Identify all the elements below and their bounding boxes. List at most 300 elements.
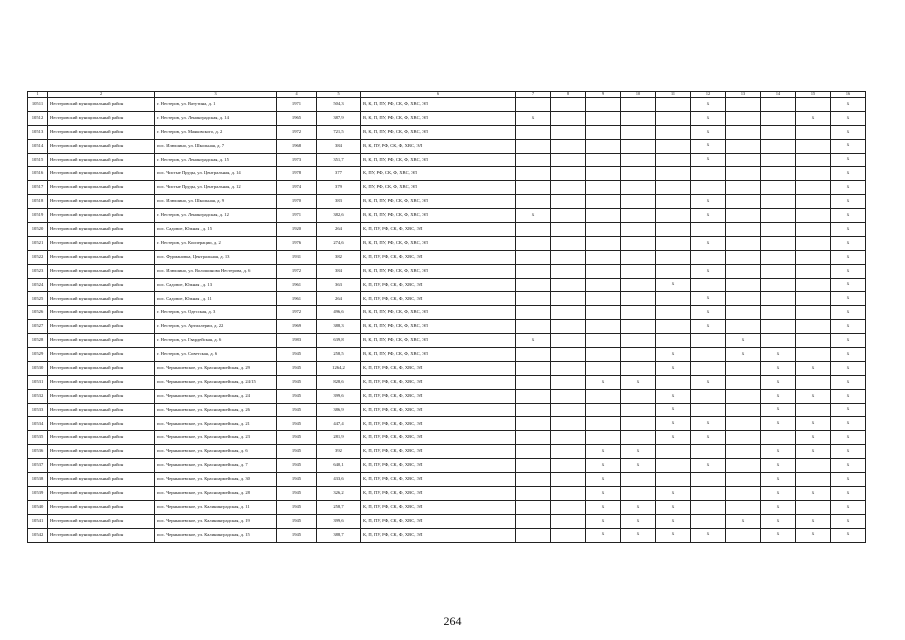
- cell-mark: х: [831, 473, 866, 487]
- cell-mark: [761, 320, 796, 334]
- cell-mark: [586, 403, 621, 417]
- cell-mark: х: [586, 445, 621, 459]
- cell-mark: х: [831, 236, 866, 250]
- table-row: [28, 417, 866, 431]
- cell-mark: [516, 250, 551, 264]
- cell-id: 10522: [28, 250, 48, 264]
- cell-mark: [691, 473, 726, 487]
- cell-mark: [761, 181, 796, 195]
- cell-year: 1976: [277, 236, 317, 250]
- cell-mark: х: [621, 459, 656, 473]
- cell-mark: [621, 320, 656, 334]
- cell-mark: [516, 473, 551, 487]
- cell-mark: х: [656, 278, 691, 292]
- cell-mark: [551, 223, 586, 237]
- cell-mark: [796, 375, 831, 389]
- cell-mark: [726, 195, 761, 209]
- table-row: [28, 195, 866, 209]
- cell-mark: х: [586, 473, 621, 487]
- cell-mark: [726, 361, 761, 375]
- table-row: [28, 348, 866, 362]
- column-header: 16: [831, 92, 866, 98]
- cell-mark: [656, 375, 691, 389]
- cell-mark: х: [656, 500, 691, 514]
- cell-mark: х: [586, 514, 621, 528]
- column-header: 15: [796, 92, 831, 98]
- cell-district: Нестеровский муниципальный район: [48, 195, 155, 209]
- cell-mark: [796, 473, 831, 487]
- cell-year: 1973: [277, 153, 317, 167]
- column-header: 4: [277, 92, 317, 98]
- cell-mark: [621, 361, 656, 375]
- cell-mark: [796, 181, 831, 195]
- cell-mark: [726, 264, 761, 278]
- cell-id: 10540: [28, 500, 48, 514]
- cell-mark: [516, 264, 551, 278]
- cell-area: 828,6: [317, 375, 361, 389]
- cell-district: Нестеровский муниципальный район: [48, 167, 155, 181]
- table-row: [28, 514, 866, 528]
- cell-mark: х: [831, 445, 866, 459]
- cell-id: 10526: [28, 306, 48, 320]
- cell-mark: [586, 181, 621, 195]
- cell-year: 1945: [277, 486, 317, 500]
- cell-mark: х: [516, 209, 551, 223]
- cell-mark: [726, 125, 761, 139]
- cell-mark: х: [831, 264, 866, 278]
- cell-mark: [621, 334, 656, 348]
- cell-district: Нестеровский муниципальный район: [48, 250, 155, 264]
- cell-mark: [551, 334, 586, 348]
- cell-address: г. Нестеров, ул. Советская, д. 6: [155, 348, 277, 362]
- cell-year: 1945: [277, 500, 317, 514]
- cell-year: 1983: [277, 334, 317, 348]
- cell-year: 1945: [277, 431, 317, 445]
- cell-mark: [621, 417, 656, 431]
- cell-year: 1945: [277, 361, 317, 375]
- cell-year: 1974: [277, 181, 317, 195]
- table-row: [28, 361, 866, 375]
- cell-mark: х: [621, 514, 656, 528]
- cell-systems: К, П, ПУ, РФ, СК, Ф, ХВС, ЭЛ: [361, 403, 516, 417]
- cell-year: 1945: [277, 389, 317, 403]
- cell-mark: [656, 459, 691, 473]
- cell-mark: х: [831, 195, 866, 209]
- cell-area: 326,2: [317, 486, 361, 500]
- cell-mark: [796, 348, 831, 362]
- cell-systems: К, П, ПУ, РФ, СК, Ф, ХВС, ЭЛ: [361, 431, 516, 445]
- cell-district: Нестеровский муниципальный район: [48, 334, 155, 348]
- cell-mark: [691, 250, 726, 264]
- cell-mark: [586, 236, 621, 250]
- cell-mark: х: [761, 348, 796, 362]
- cell-address: пос. Чернышевское, ул. Калининградская, д. 11: [155, 500, 277, 514]
- cell-mark: [621, 389, 656, 403]
- cell-mark: [726, 306, 761, 320]
- cell-mark: х: [691, 111, 726, 125]
- cell-mark: [656, 125, 691, 139]
- cell-address: г. Нестеров, ул. Кооперации, д. 2: [155, 236, 277, 250]
- cell-address: г. Нестеров, ул. Ленинградская, д. 14: [155, 111, 277, 125]
- cell-mark: [796, 223, 831, 237]
- cell-mark: [796, 334, 831, 348]
- cell-mark: [796, 139, 831, 153]
- cell-mark: [726, 417, 761, 431]
- cell-year: 1972: [277, 125, 317, 139]
- cell-mark: [516, 486, 551, 500]
- cell-mark: х: [761, 403, 796, 417]
- cell-address: пос. Чернышевское, ул. Калининградская, д. 15: [155, 528, 277, 542]
- cell-year: 1945: [277, 403, 317, 417]
- cell-address: пос. Илюшино, ул. Волошинова Нестерова, д. 6: [155, 264, 277, 278]
- table-row: [28, 139, 866, 153]
- cell-systems: В, К, П, ПУ, РФ, СК, Ф, ХВС, ЭЛ: [361, 111, 516, 125]
- cell-address: пос. Фурмановка, Центральная, д. 13: [155, 250, 277, 264]
- cell-id: 10511: [28, 98, 48, 112]
- cell-area: 377: [317, 167, 361, 181]
- cell-mark: [551, 167, 586, 181]
- cell-mark: [726, 223, 761, 237]
- cell-area: 399,6: [317, 514, 361, 528]
- cell-id: 10527: [28, 320, 48, 334]
- cell-mark: [516, 403, 551, 417]
- cell-address: г. Нестеров, ул. Артиллерии, д. 22: [155, 320, 277, 334]
- cell-mark: х: [691, 209, 726, 223]
- cell-systems: К, ПУ, РФ, СК, Ф, ХВС, ЭЛ: [361, 181, 516, 195]
- cell-mark: [586, 348, 621, 362]
- cell-mark: [621, 195, 656, 209]
- cell-mark: х: [831, 98, 866, 112]
- cell-mark: [516, 98, 551, 112]
- cell-mark: [516, 139, 551, 153]
- cell-mark: х: [831, 139, 866, 153]
- cell-district: Нестеровский муниципальный район: [48, 403, 155, 417]
- cell-mark: [656, 223, 691, 237]
- cell-id: 10516: [28, 167, 48, 181]
- cell-mark: [761, 195, 796, 209]
- table-row: [28, 209, 866, 223]
- cell-systems: В, К, П, ПУ, РФ, СК, Ф, ХВС, ЭЛ: [361, 125, 516, 139]
- cell-mark: [796, 306, 831, 320]
- cell-mark: [796, 125, 831, 139]
- cell-mark: х: [621, 500, 656, 514]
- cell-year: 1945: [277, 459, 317, 473]
- page-number: 264: [443, 614, 462, 628]
- cell-mark: [516, 514, 551, 528]
- cell-address: пос. Чернышевское, ул. Красноармейская, д. 7: [155, 459, 277, 473]
- table-row: [28, 264, 866, 278]
- cell-mark: [761, 125, 796, 139]
- cell-mark: [516, 528, 551, 542]
- cell-mark: [726, 459, 761, 473]
- cell-mark: х: [831, 389, 866, 403]
- cell-address: пос. Чистые Пруды, ул. Центральная, д. 12: [155, 181, 277, 195]
- cell-mark: х: [761, 375, 796, 389]
- cell-mark: [726, 236, 761, 250]
- cell-mark: [691, 361, 726, 375]
- cell-mark: [621, 236, 656, 250]
- table-row: [28, 167, 866, 181]
- cell-area: 264: [317, 223, 361, 237]
- cell-district: Нестеровский муниципальный район: [48, 459, 155, 473]
- cell-mark: х: [796, 528, 831, 542]
- cell-mark: х: [761, 473, 796, 487]
- cell-area: 379: [317, 181, 361, 195]
- table-row: [28, 320, 866, 334]
- cell-mark: [551, 528, 586, 542]
- cell-mark: [551, 306, 586, 320]
- cell-year: 1965: [277, 111, 317, 125]
- cell-systems: В, К, П, ПУ, РФ, СК, Ф, ХВС, ЭЛ: [361, 264, 516, 278]
- cell-mark: [551, 486, 586, 500]
- cell-mark: [551, 236, 586, 250]
- cell-mark: х: [691, 98, 726, 112]
- cell-mark: [761, 98, 796, 112]
- cell-mark: [796, 459, 831, 473]
- cell-mark: [796, 403, 831, 417]
- cell-mark: [586, 139, 621, 153]
- cell-mark: [621, 153, 656, 167]
- cell-mark: [761, 209, 796, 223]
- cell-mark: [586, 417, 621, 431]
- cell-area: 388,3: [317, 320, 361, 334]
- cell-mark: [516, 500, 551, 514]
- cell-district: Нестеровский муниципальный район: [48, 431, 155, 445]
- cell-id: 10512: [28, 111, 48, 125]
- cell-mark: х: [761, 486, 796, 500]
- cell-year: 1969: [277, 320, 317, 334]
- column-header: 14: [761, 92, 796, 98]
- cell-id: 10524: [28, 278, 48, 292]
- cell-mark: х: [831, 167, 866, 181]
- cell-systems: К, П, ПУ, РФ, СК, Ф, ХВС, ЭЛ: [361, 528, 516, 542]
- cell-mark: [796, 500, 831, 514]
- table-row: [28, 292, 866, 306]
- cell-area: 640,1: [317, 459, 361, 473]
- cell-mark: х: [796, 111, 831, 125]
- cell-address: пос. Чернышевское, ул. Красноармейская, д. 26: [155, 403, 277, 417]
- cell-area: 363: [317, 278, 361, 292]
- cell-area: 274,6: [317, 236, 361, 250]
- cell-district: Нестеровский муниципальный район: [48, 445, 155, 459]
- table-row: [28, 236, 866, 250]
- table-row: [28, 473, 866, 487]
- cell-id: 10541: [28, 514, 48, 528]
- cell-mark: [551, 139, 586, 153]
- cell-mark: [761, 431, 796, 445]
- cell-year: 1920: [277, 223, 317, 237]
- cell-mark: [656, 167, 691, 181]
- cell-year: 1970: [277, 195, 317, 209]
- cell-mark: [551, 375, 586, 389]
- cell-district: Нестеровский муниципальный район: [48, 98, 155, 112]
- cell-district: Нестеровский муниципальный район: [48, 236, 155, 250]
- cell-systems: В, К, П, ПУ, РФ, СК, Ф, ХВС, ЭЛ: [361, 98, 516, 112]
- cell-area: 264: [317, 292, 361, 306]
- cell-mark: [691, 223, 726, 237]
- cell-mark: [691, 486, 726, 500]
- column-header: 9: [586, 92, 621, 98]
- cell-mark: х: [586, 486, 621, 500]
- table-row: [28, 334, 866, 348]
- cell-mark: [726, 375, 761, 389]
- cell-address: пос. Чернышевское, ул. Калининградская, д. 19: [155, 514, 277, 528]
- cell-year: 1945: [277, 348, 317, 362]
- cell-mark: х: [796, 486, 831, 500]
- cell-area: 433,6: [317, 473, 361, 487]
- cell-mark: х: [691, 459, 726, 473]
- cell-area: 496,6: [317, 306, 361, 320]
- column-header: 10: [621, 92, 656, 98]
- cell-mark: [586, 98, 621, 112]
- cell-mark: х: [691, 139, 726, 153]
- cell-mark: [656, 139, 691, 153]
- cell-area: 384: [317, 264, 361, 278]
- cell-id: 10542: [28, 528, 48, 542]
- cell-mark: х: [761, 389, 796, 403]
- cell-systems: К, П, ПУ, РФ, СК, Ф, ХВС, ЭЛ: [361, 292, 516, 306]
- cell-mark: х: [656, 486, 691, 500]
- cell-id: 10539: [28, 486, 48, 500]
- cell-mark: [656, 445, 691, 459]
- cell-mark: х: [831, 306, 866, 320]
- column-header: 8: [551, 92, 586, 98]
- cell-mark: [551, 389, 586, 403]
- cell-systems: К, П, ПУ, РФ, СК, Ф, ХВС, ЭЛ: [361, 361, 516, 375]
- cell-mark: [726, 111, 761, 125]
- cell-mark: [621, 403, 656, 417]
- cell-year: 1961: [277, 292, 317, 306]
- cell-mark: [761, 306, 796, 320]
- cell-mark: [726, 500, 761, 514]
- cell-mark: х: [831, 486, 866, 500]
- cell-mark: х: [831, 528, 866, 542]
- cell-mark: [691, 348, 726, 362]
- cell-mark: [621, 278, 656, 292]
- cell-area: 1264,2: [317, 361, 361, 375]
- cell-mark: х: [691, 320, 726, 334]
- cell-address: пос. Чернышевское, ул. Красноармейская, д. 23: [155, 431, 277, 445]
- cell-mark: [656, 264, 691, 278]
- cell-mark: [516, 223, 551, 237]
- cell-mark: [621, 306, 656, 320]
- table-row: [28, 500, 866, 514]
- cell-district: Нестеровский муниципальный район: [48, 320, 155, 334]
- cell-mark: [586, 320, 621, 334]
- table-row: [28, 459, 866, 473]
- cell-mark: х: [831, 250, 866, 264]
- cell-systems: В, К, ПУ, РФ, СК, Ф, ХВС, ЭЛ: [361, 139, 516, 153]
- cell-mark: х: [831, 500, 866, 514]
- cell-year: 1972: [277, 264, 317, 278]
- cell-mark: х: [831, 514, 866, 528]
- cell-district: Нестеровский муниципальный район: [48, 153, 155, 167]
- cell-id: 10528: [28, 334, 48, 348]
- cell-mark: [551, 403, 586, 417]
- cell-district: Нестеровский муниципальный район: [48, 278, 155, 292]
- cell-area: 387,9: [317, 111, 361, 125]
- cell-year: 1945: [277, 473, 317, 487]
- cell-id: 10537: [28, 459, 48, 473]
- cell-area: 388,7: [317, 528, 361, 542]
- table-row: [28, 153, 866, 167]
- cell-mark: [796, 250, 831, 264]
- cell-address: г. Нестеров, ул. Ватутина, д. 1: [155, 98, 277, 112]
- cell-mark: [761, 292, 796, 306]
- cell-mark: [761, 236, 796, 250]
- cell-district: Нестеровский муниципальный район: [48, 181, 155, 195]
- cell-systems: К, П, ПУ, РФ, СК, Ф, ХВС, ЭЛ: [361, 389, 516, 403]
- cell-year: 1931: [277, 250, 317, 264]
- cell-mark: [516, 306, 551, 320]
- cell-district: Нестеровский муниципальный район: [48, 500, 155, 514]
- cell-id: 10532: [28, 389, 48, 403]
- cell-mark: [516, 236, 551, 250]
- cell-year: 1945: [277, 514, 317, 528]
- cell-systems: К, П, ПУ, РФ, СК, Ф, ХВС, ЭЛ: [361, 223, 516, 237]
- table-row: [28, 389, 866, 403]
- cell-mark: х: [831, 320, 866, 334]
- column-header: 7: [516, 92, 551, 98]
- cell-mark: [516, 292, 551, 306]
- table-row: [28, 486, 866, 500]
- cell-mark: [726, 181, 761, 195]
- cell-mark: х: [656, 403, 691, 417]
- cell-id: 10536: [28, 445, 48, 459]
- cell-area: 258,7: [317, 500, 361, 514]
- cell-area: 392: [317, 445, 361, 459]
- cell-area: 384: [317, 139, 361, 153]
- cell-systems: К, ПУ, РФ, СК, Ф, ХВС, ЭЛ: [361, 167, 516, 181]
- cell-mark: [621, 209, 656, 223]
- cell-mark: [551, 250, 586, 264]
- cell-mark: [656, 334, 691, 348]
- cell-mark: х: [656, 417, 691, 431]
- cell-id: 10519: [28, 209, 48, 223]
- cell-mark: [796, 195, 831, 209]
- table-row: [28, 306, 866, 320]
- cell-mark: х: [691, 375, 726, 389]
- cell-mark: х: [691, 417, 726, 431]
- cell-district: Нестеровский муниципальный район: [48, 361, 155, 375]
- cell-address: пос. Илюшино, ул. Школьная, д. 9: [155, 195, 277, 209]
- cell-mark: х: [831, 223, 866, 237]
- cell-id: 10518: [28, 195, 48, 209]
- cell-district: Нестеровский муниципальный район: [48, 486, 155, 500]
- cell-mark: х: [831, 209, 866, 223]
- cell-mark: [586, 125, 621, 139]
- cell-mark: х: [831, 403, 866, 417]
- cell-mark: [796, 209, 831, 223]
- cell-mark: х: [656, 431, 691, 445]
- cell-mark: х: [586, 459, 621, 473]
- cell-systems: В, К, П, ПУ, РФ, СК, Ф, ХВС, ЭЛ: [361, 306, 516, 320]
- cell-mark: [621, 111, 656, 125]
- cell-mark: [796, 292, 831, 306]
- cell-mark: х: [761, 459, 796, 473]
- cell-mark: [551, 348, 586, 362]
- column-header: 6: [361, 92, 516, 98]
- cell-address: пос. Чернышевское, ул. Красноармейская, д. 29: [155, 361, 277, 375]
- cell-mark: [761, 250, 796, 264]
- cell-systems: К, П, ПУ, РФ, СК, Ф, ХВС, ЭЛ: [361, 500, 516, 514]
- cell-mark: х: [726, 514, 761, 528]
- cell-mark: х: [761, 528, 796, 542]
- cell-mark: [761, 139, 796, 153]
- cell-mark: [586, 223, 621, 237]
- cell-district: Нестеровский муниципальный район: [48, 111, 155, 125]
- cell-district: Нестеровский муниципальный район: [48, 264, 155, 278]
